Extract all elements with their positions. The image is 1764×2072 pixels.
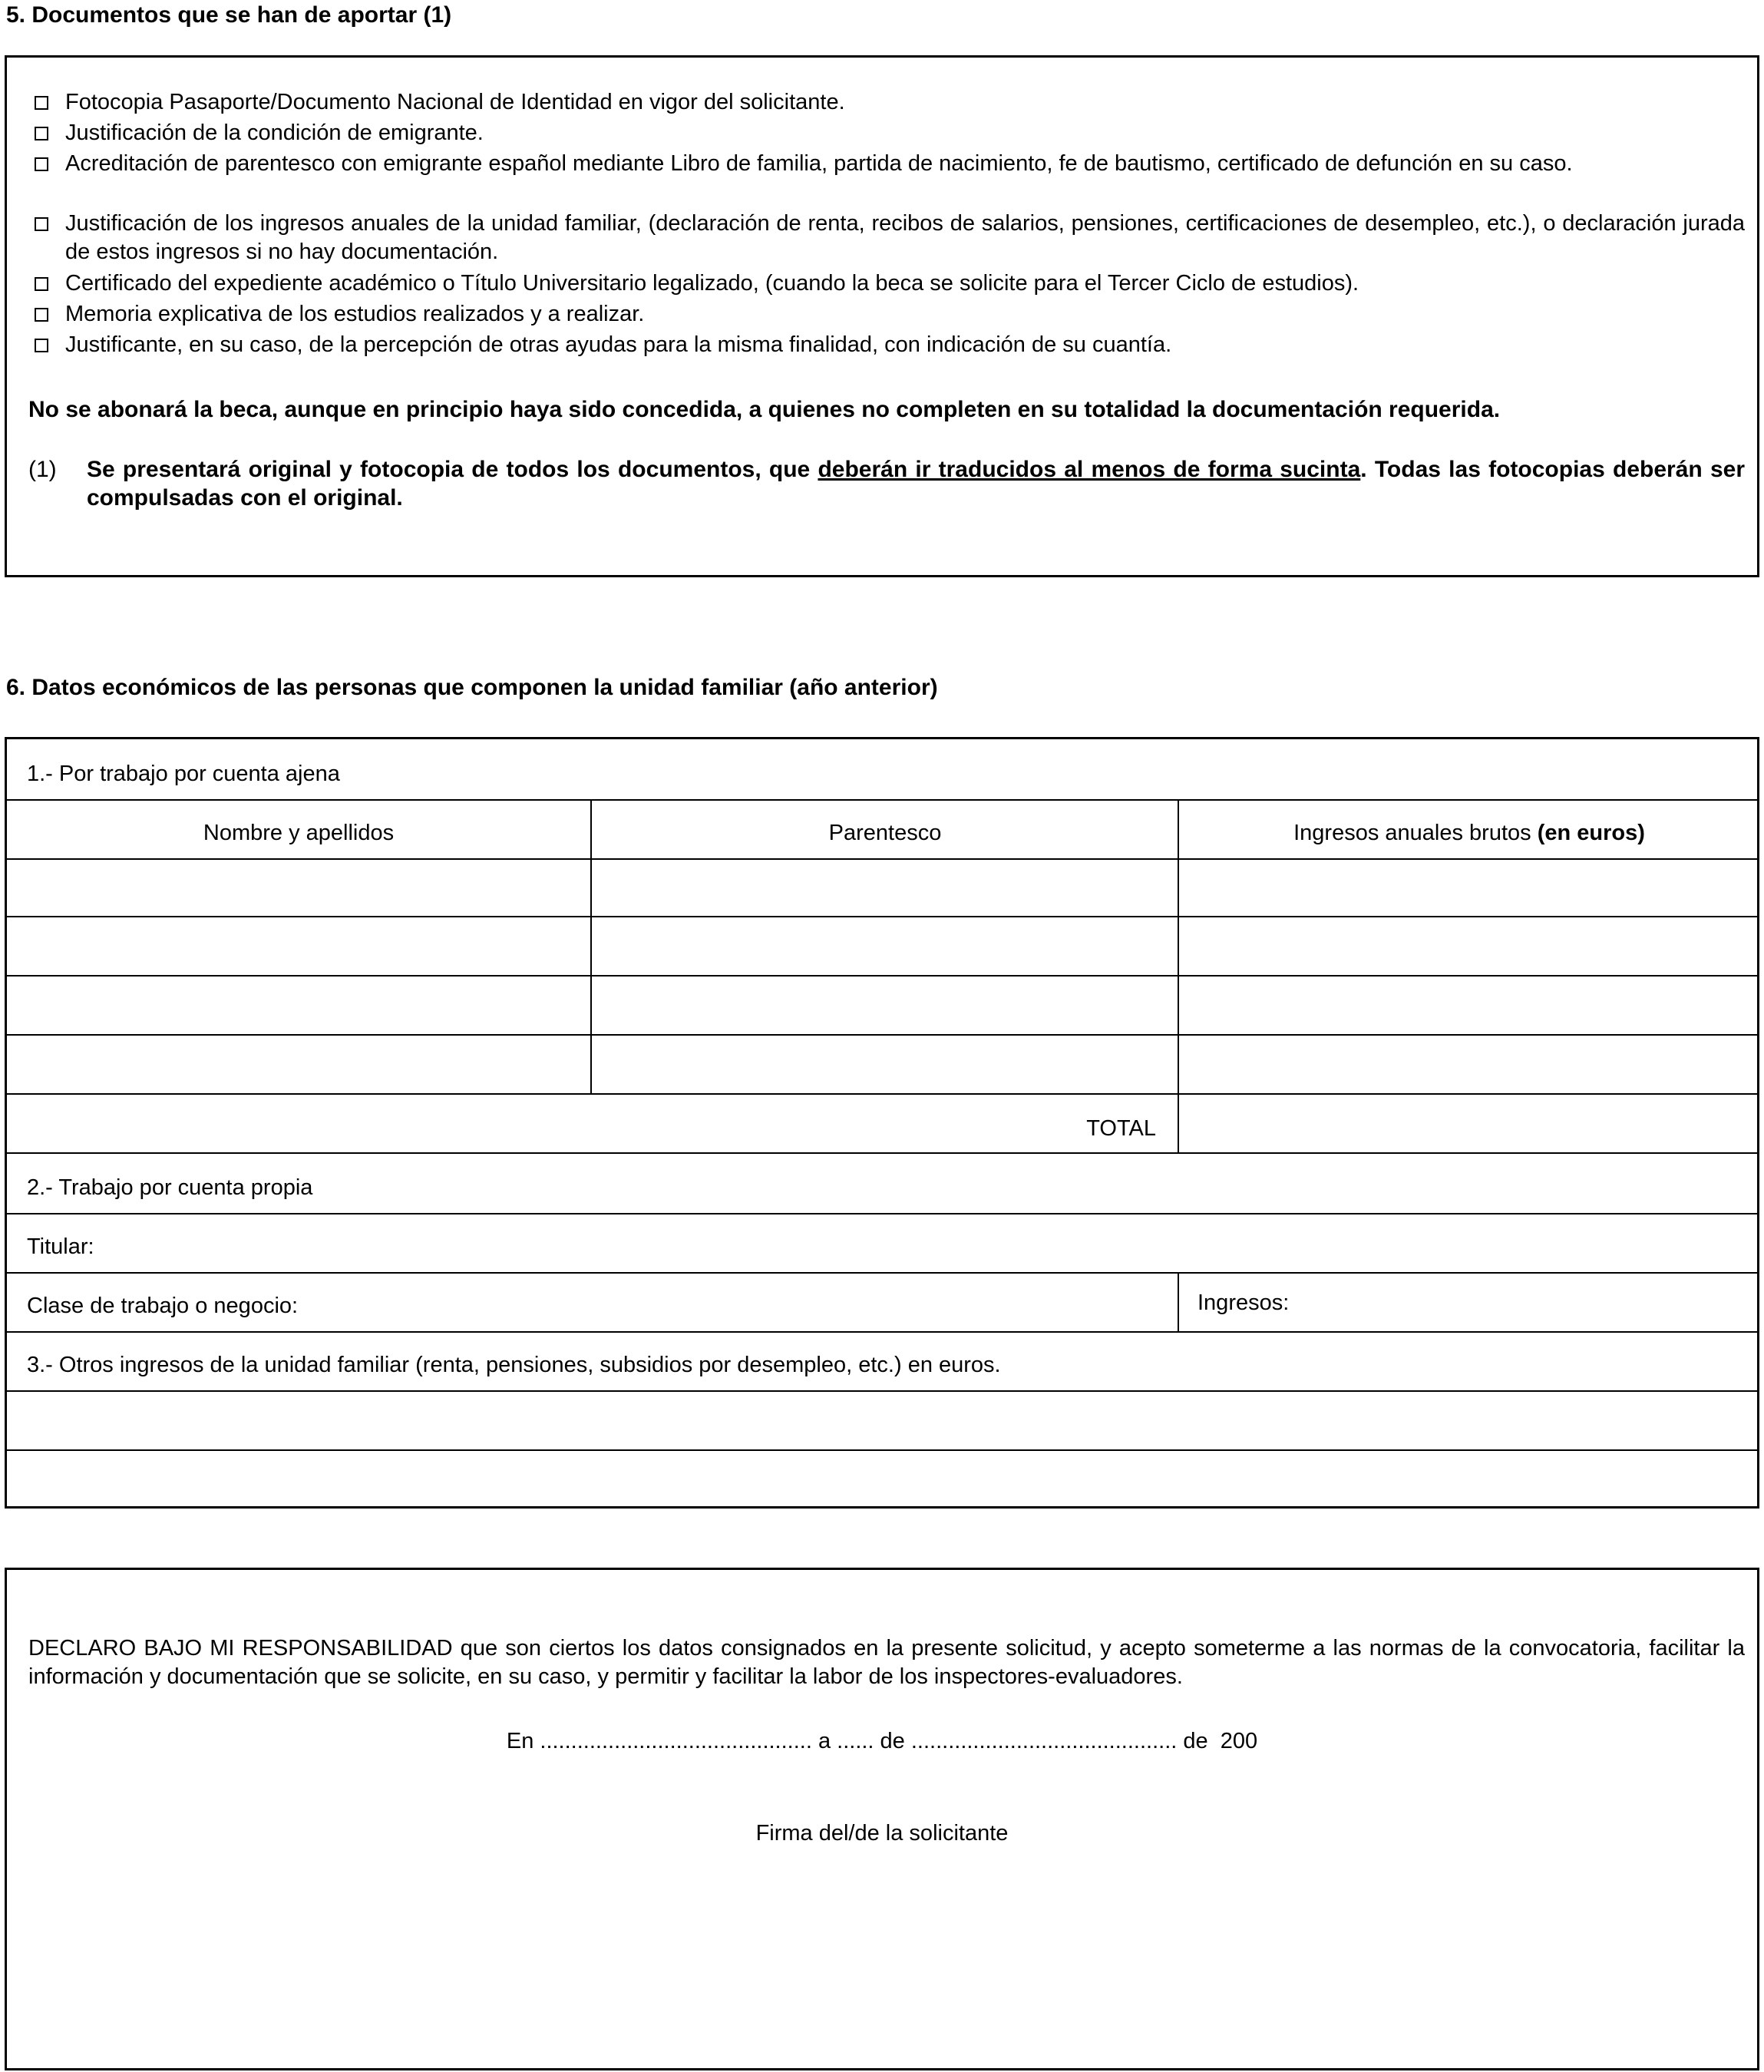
signature-area[interactable] [7, 1854, 1757, 2061]
column-header-income-unit: (en euros) [1537, 821, 1645, 845]
place-date-line[interactable]: En ............................................ a ...... de ........................................... de 200 [506, 1729, 1258, 1753]
relation-cell[interactable] [592, 917, 1177, 974]
income-cell[interactable] [1179, 977, 1759, 1033]
document-item-label: Memoria explicativa de los estudios realizados y a realizar. [65, 302, 645, 326]
income-cell[interactable] [1179, 860, 1759, 915]
self-employed-label: 2.- Trabajo por cuenta propia [27, 1175, 313, 1200]
footnote-text [87, 455, 1745, 512]
economic-data-table [5, 737, 1759, 1509]
column-header-income-text: Ingresos anuales brutos [1293, 821, 1538, 845]
other-income-row[interactable] [7, 1451, 1757, 1506]
footnote-text-part2: . Todas las fotocopias deberán ser compulsadas con el original. [87, 457, 1746, 511]
business-income-field[interactable]: Ingresos: [1197, 1290, 1290, 1315]
relation-cell[interactable] [592, 977, 1177, 1033]
total-income-cell[interactable] [1179, 1095, 1759, 1152]
footnote-number: (1) [28, 457, 57, 482]
income-cell[interactable] [1179, 917, 1759, 974]
section-5-heading: 5. Documentos que se han de aportar (1) [6, 2, 452, 28]
document-item-label: Fotocopia Pasaporte/Documento Nacional de Identidad en vigor del solicitante. [65, 90, 845, 114]
checkbox[interactable] [35, 339, 48, 352]
document-item-label: Certificado del expediente académico o Título Universitario legalizado, (cuando la beca se solicite para el Tercer Ciclo de estudios). [65, 271, 1359, 296]
relation-cell[interactable] [592, 860, 1177, 915]
footnote [28, 455, 1745, 512]
document-item [28, 88, 1745, 117]
checkbox[interactable] [35, 157, 48, 171]
document-item [28, 150, 1745, 178]
documents-box [5, 55, 1759, 577]
name-cell[interactable] [7, 1036, 589, 1092]
document-item-label: Justificante, en su caso, de la percepción de otras ayudas para la misma finalidad, con indicación de su cuantía. [65, 332, 1172, 357]
document-item-label: Acreditación de parentesco con emigrante español mediante Libro de familia, partida de nacimiento, fe de bautismo, certificado de defunción en su caso. [65, 151, 1573, 176]
other-income-label: 3.- Otros ingresos de la unidad familiar (renta, pensiones, subsidios por desempleo, etc.) en euros. [27, 1353, 1001, 1377]
column-header-name: Nombre y apellidos [203, 821, 395, 845]
document-item-label: Justificación de la condición de emigrante. [65, 121, 484, 145]
name-cell[interactable] [7, 860, 589, 915]
relation-cell[interactable] [592, 1036, 1177, 1092]
footnote-underlined-text: deberán ir traducidos al menos de forma sucinta [818, 457, 1361, 482]
column-header-income [1179, 819, 1759, 847]
document-item [28, 269, 1745, 298]
employed-work-label: 1.- Por trabajo por cuenta ajena [27, 762, 340, 786]
section-6-heading: 6. Datos económicos de las personas que componen la unidad familiar (año anterior) [6, 675, 938, 700]
document-item [28, 331, 1745, 359]
checkbox[interactable] [35, 127, 48, 140]
business-type-field[interactable]: Clase de trabajo o negocio: [27, 1294, 299, 1318]
total-label: TOTAL [1086, 1116, 1156, 1141]
document-item [28, 119, 1745, 147]
declaration-box [5, 1568, 1759, 2070]
checkbox[interactable] [35, 217, 48, 231]
column-header-relation: Parentesco [828, 821, 942, 845]
document-item [28, 210, 1745, 266]
holder-field[interactable]: Titular: [27, 1234, 94, 1259]
document-item-label: Justificación de los ingresos anuales de la unidad familiar, (declaración de renta, recibos de salarios, pensiones, certificaciones de desempleo, etc.), o declaración jurada de estos ingresos si no hay documentación. [65, 211, 1745, 264]
footnote-text-part1: Se presentará original y fotocopia de todos los documentos, que [87, 457, 818, 482]
income-cell[interactable] [1179, 1036, 1759, 1092]
missing-documents-notice: No se abonará la beca, aunque en principio haya sido concedida, a quienes no completen en su totalidad la documentación requerida. [28, 397, 1501, 422]
other-income-row[interactable] [7, 1392, 1757, 1449]
declaration-text: DECLARO BAJO MI RESPONSABILIDAD que son ciertos los datos consignados en la presente solicitud, y acepto someterme a las normas de la convocatoria, facilitar la información y documentación que se solicite, en su caso, y permitir y facilitar la labor de los inspectores-evaluadores. [28, 1636, 1745, 1689]
name-cell[interactable] [7, 917, 589, 974]
name-cell[interactable] [7, 977, 589, 1033]
checkbox[interactable] [35, 96, 48, 110]
document-item [28, 300, 1745, 329]
checkbox[interactable] [35, 308, 48, 322]
applicant-signature-label: Firma del/de la solicitante [755, 1821, 1009, 1846]
checkbox[interactable] [35, 277, 48, 291]
